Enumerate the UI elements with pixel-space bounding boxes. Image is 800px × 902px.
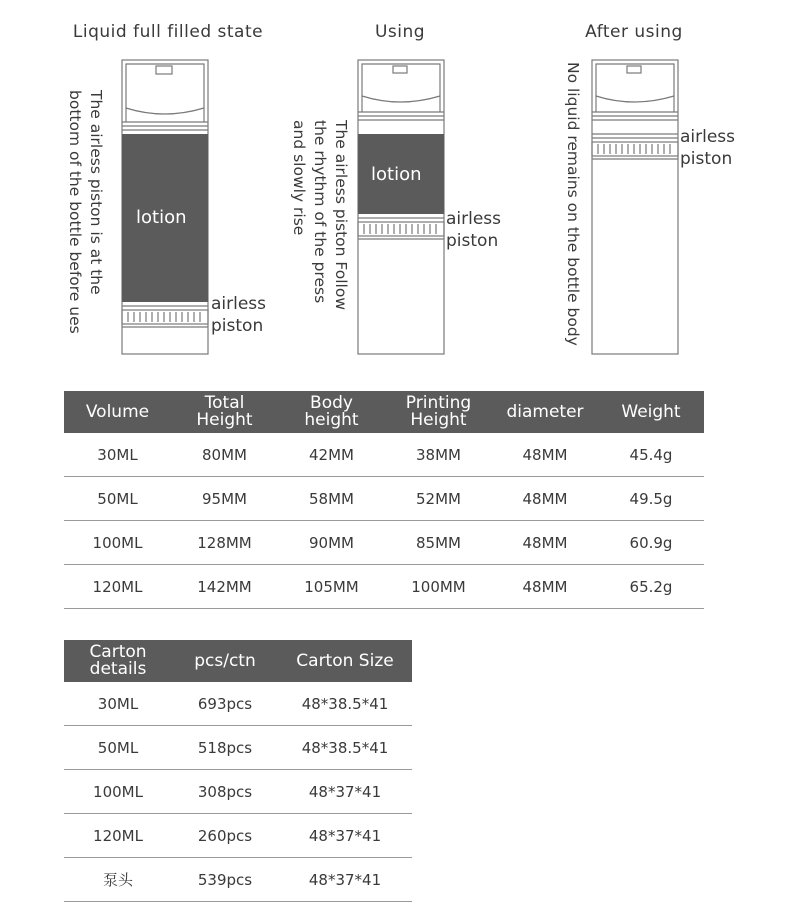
carton-cell: 50ML bbox=[64, 726, 172, 770]
piston-full bbox=[122, 306, 208, 327]
spec-cell: 142MM bbox=[171, 565, 278, 609]
airless-piston-diagram bbox=[0, 0, 800, 380]
stage-title-using: Using bbox=[374, 22, 426, 42]
spec-table-header bbox=[64, 391, 704, 433]
table-row bbox=[64, 858, 412, 902]
spec-header-cell bbox=[385, 391, 492, 433]
spec-cell: 58MM bbox=[278, 477, 385, 521]
spec-cell: 48MM bbox=[492, 521, 598, 565]
bottle-after-body bbox=[592, 60, 678, 354]
bottle-after bbox=[588, 56, 682, 358]
carton-cell: 48*37*41 bbox=[278, 858, 412, 902]
piston-label-after-line-2: piston bbox=[680, 149, 733, 169]
carton-cell: 693pcs bbox=[172, 682, 278, 726]
lotion-label-using: lotion bbox=[371, 164, 422, 185]
lotion-label-full: lotion bbox=[136, 207, 187, 228]
spec-cell: 85MM bbox=[385, 521, 492, 565]
spec-cell: 38MM bbox=[385, 433, 492, 477]
bottle-after-cap bbox=[596, 64, 674, 102]
spec-cell: 95MM bbox=[171, 477, 278, 521]
carton-header-text: details bbox=[89, 659, 147, 679]
spec-header-cell bbox=[492, 391, 598, 433]
table-row bbox=[64, 477, 704, 521]
table-row bbox=[64, 726, 412, 770]
note-after-line-1: No liquid remains on the bottle body bbox=[564, 62, 582, 346]
spec-header-cell bbox=[278, 391, 385, 433]
bottle-using-nozzle bbox=[393, 66, 407, 73]
spec-header-text: Height bbox=[196, 410, 253, 430]
carton-header-text: pcs/ctn bbox=[194, 650, 256, 671]
carton-cell: 260pcs bbox=[172, 814, 278, 858]
spec-cell: 48MM bbox=[492, 433, 598, 477]
carton-cell: 48*37*41 bbox=[278, 814, 412, 858]
spec-cell: 80MM bbox=[171, 433, 278, 477]
spec-cell: 42MM bbox=[278, 433, 385, 477]
carton-cell: 518pcs bbox=[172, 726, 278, 770]
carton-header-text: Carton Size bbox=[296, 650, 394, 671]
carton-cell: 539pcs bbox=[172, 858, 278, 902]
spec-cell: 48MM bbox=[492, 477, 598, 521]
spec-cell: 48MM bbox=[492, 565, 598, 609]
note-using bbox=[288, 120, 351, 310]
carton-cell: 泵头 bbox=[64, 858, 172, 902]
note-full-line-2: bottom of the bottle before ues bbox=[66, 90, 84, 334]
note-using-line-1: The airless piston Follow bbox=[332, 120, 350, 311]
spec-cell: 50ML bbox=[64, 477, 171, 521]
spec-cell: 30ML bbox=[64, 433, 171, 477]
note-after bbox=[562, 62, 583, 346]
carton-cell: 120ML bbox=[64, 814, 172, 858]
carton-header-text: Carton bbox=[89, 642, 147, 662]
spec-header-cell bbox=[598, 391, 704, 433]
spec-header-text: Body bbox=[310, 393, 353, 413]
spec-cell: 128MM bbox=[171, 521, 278, 565]
spec-cell: 45.4g bbox=[598, 433, 704, 477]
spec-header-text: Height bbox=[410, 410, 467, 430]
spec-header-text: Total bbox=[204, 393, 245, 413]
bottle-using bbox=[354, 56, 448, 358]
spec-cell: 60.9g bbox=[598, 521, 704, 565]
carton-cell: 48*38.5*41 bbox=[278, 682, 412, 726]
piston-label-using-line-2: piston bbox=[446, 231, 499, 251]
piston-label-full-line-2: piston bbox=[211, 316, 264, 336]
stage-title-after: After using bbox=[585, 22, 683, 42]
spec-cell: 105MM bbox=[278, 565, 385, 609]
table-row bbox=[64, 682, 412, 726]
spec-cell: 100MM bbox=[385, 565, 492, 609]
carton-cell: 30ML bbox=[64, 682, 172, 726]
table-row bbox=[64, 521, 704, 565]
bottle-full-cap bbox=[126, 64, 204, 114]
note-full bbox=[64, 90, 106, 334]
piston-label-using-line-1: airless bbox=[446, 209, 502, 229]
carton-cell: 100ML bbox=[64, 770, 172, 814]
bottle-full-nozzle bbox=[156, 66, 172, 74]
carton-header-cell bbox=[64, 640, 172, 682]
bottle-after-nozzle bbox=[627, 66, 641, 73]
piston-label-after bbox=[680, 126, 735, 170]
spec-cell: 100ML bbox=[64, 521, 171, 565]
carton-cell: 48*38.5*41 bbox=[278, 726, 412, 770]
table-row bbox=[64, 433, 704, 477]
spec-header-cell bbox=[64, 391, 171, 433]
note-using-line-2: the rhythm of the press bbox=[311, 120, 329, 304]
piston-label-full-line-1: airless bbox=[211, 294, 267, 314]
carton-cell: 48*37*41 bbox=[278, 770, 412, 814]
spec-header-text: diameter bbox=[506, 401, 584, 422]
table-row bbox=[64, 814, 412, 858]
piston-label-after-line-1: airless bbox=[680, 127, 736, 147]
spec-header-cell bbox=[171, 391, 278, 433]
stage-title-full: Liquid full filled state bbox=[72, 22, 264, 42]
carton-cell: 308pcs bbox=[172, 770, 278, 814]
spec-cell: 65.2g bbox=[598, 565, 704, 609]
note-full-line-1: The airless piston is at the bbox=[87, 90, 105, 295]
carton-table bbox=[64, 640, 412, 902]
spec-table bbox=[64, 391, 704, 609]
spec-cell: 120ML bbox=[64, 565, 171, 609]
piston-label-using bbox=[446, 208, 501, 252]
piston-using bbox=[358, 218, 444, 239]
carton-header-cell bbox=[172, 640, 278, 682]
piston-label-full bbox=[211, 293, 266, 337]
spec-cell: 90MM bbox=[278, 521, 385, 565]
spec-header-text: height bbox=[304, 410, 359, 430]
spec-header-text: Volume bbox=[85, 401, 150, 422]
table-row bbox=[64, 770, 412, 814]
bottle-using-cap bbox=[362, 64, 440, 102]
carton-header-cell bbox=[278, 640, 412, 682]
spec-cell: 52MM bbox=[385, 477, 492, 521]
piston-after bbox=[592, 134, 678, 159]
spec-cell: 49.5g bbox=[598, 477, 704, 521]
spec-header-text: Printing bbox=[405, 393, 472, 413]
spec-header-text: Weight bbox=[621, 401, 681, 422]
table-row bbox=[64, 565, 704, 609]
carton-table-header bbox=[64, 640, 412, 682]
note-using-line-3: and slowly rise bbox=[290, 120, 308, 236]
